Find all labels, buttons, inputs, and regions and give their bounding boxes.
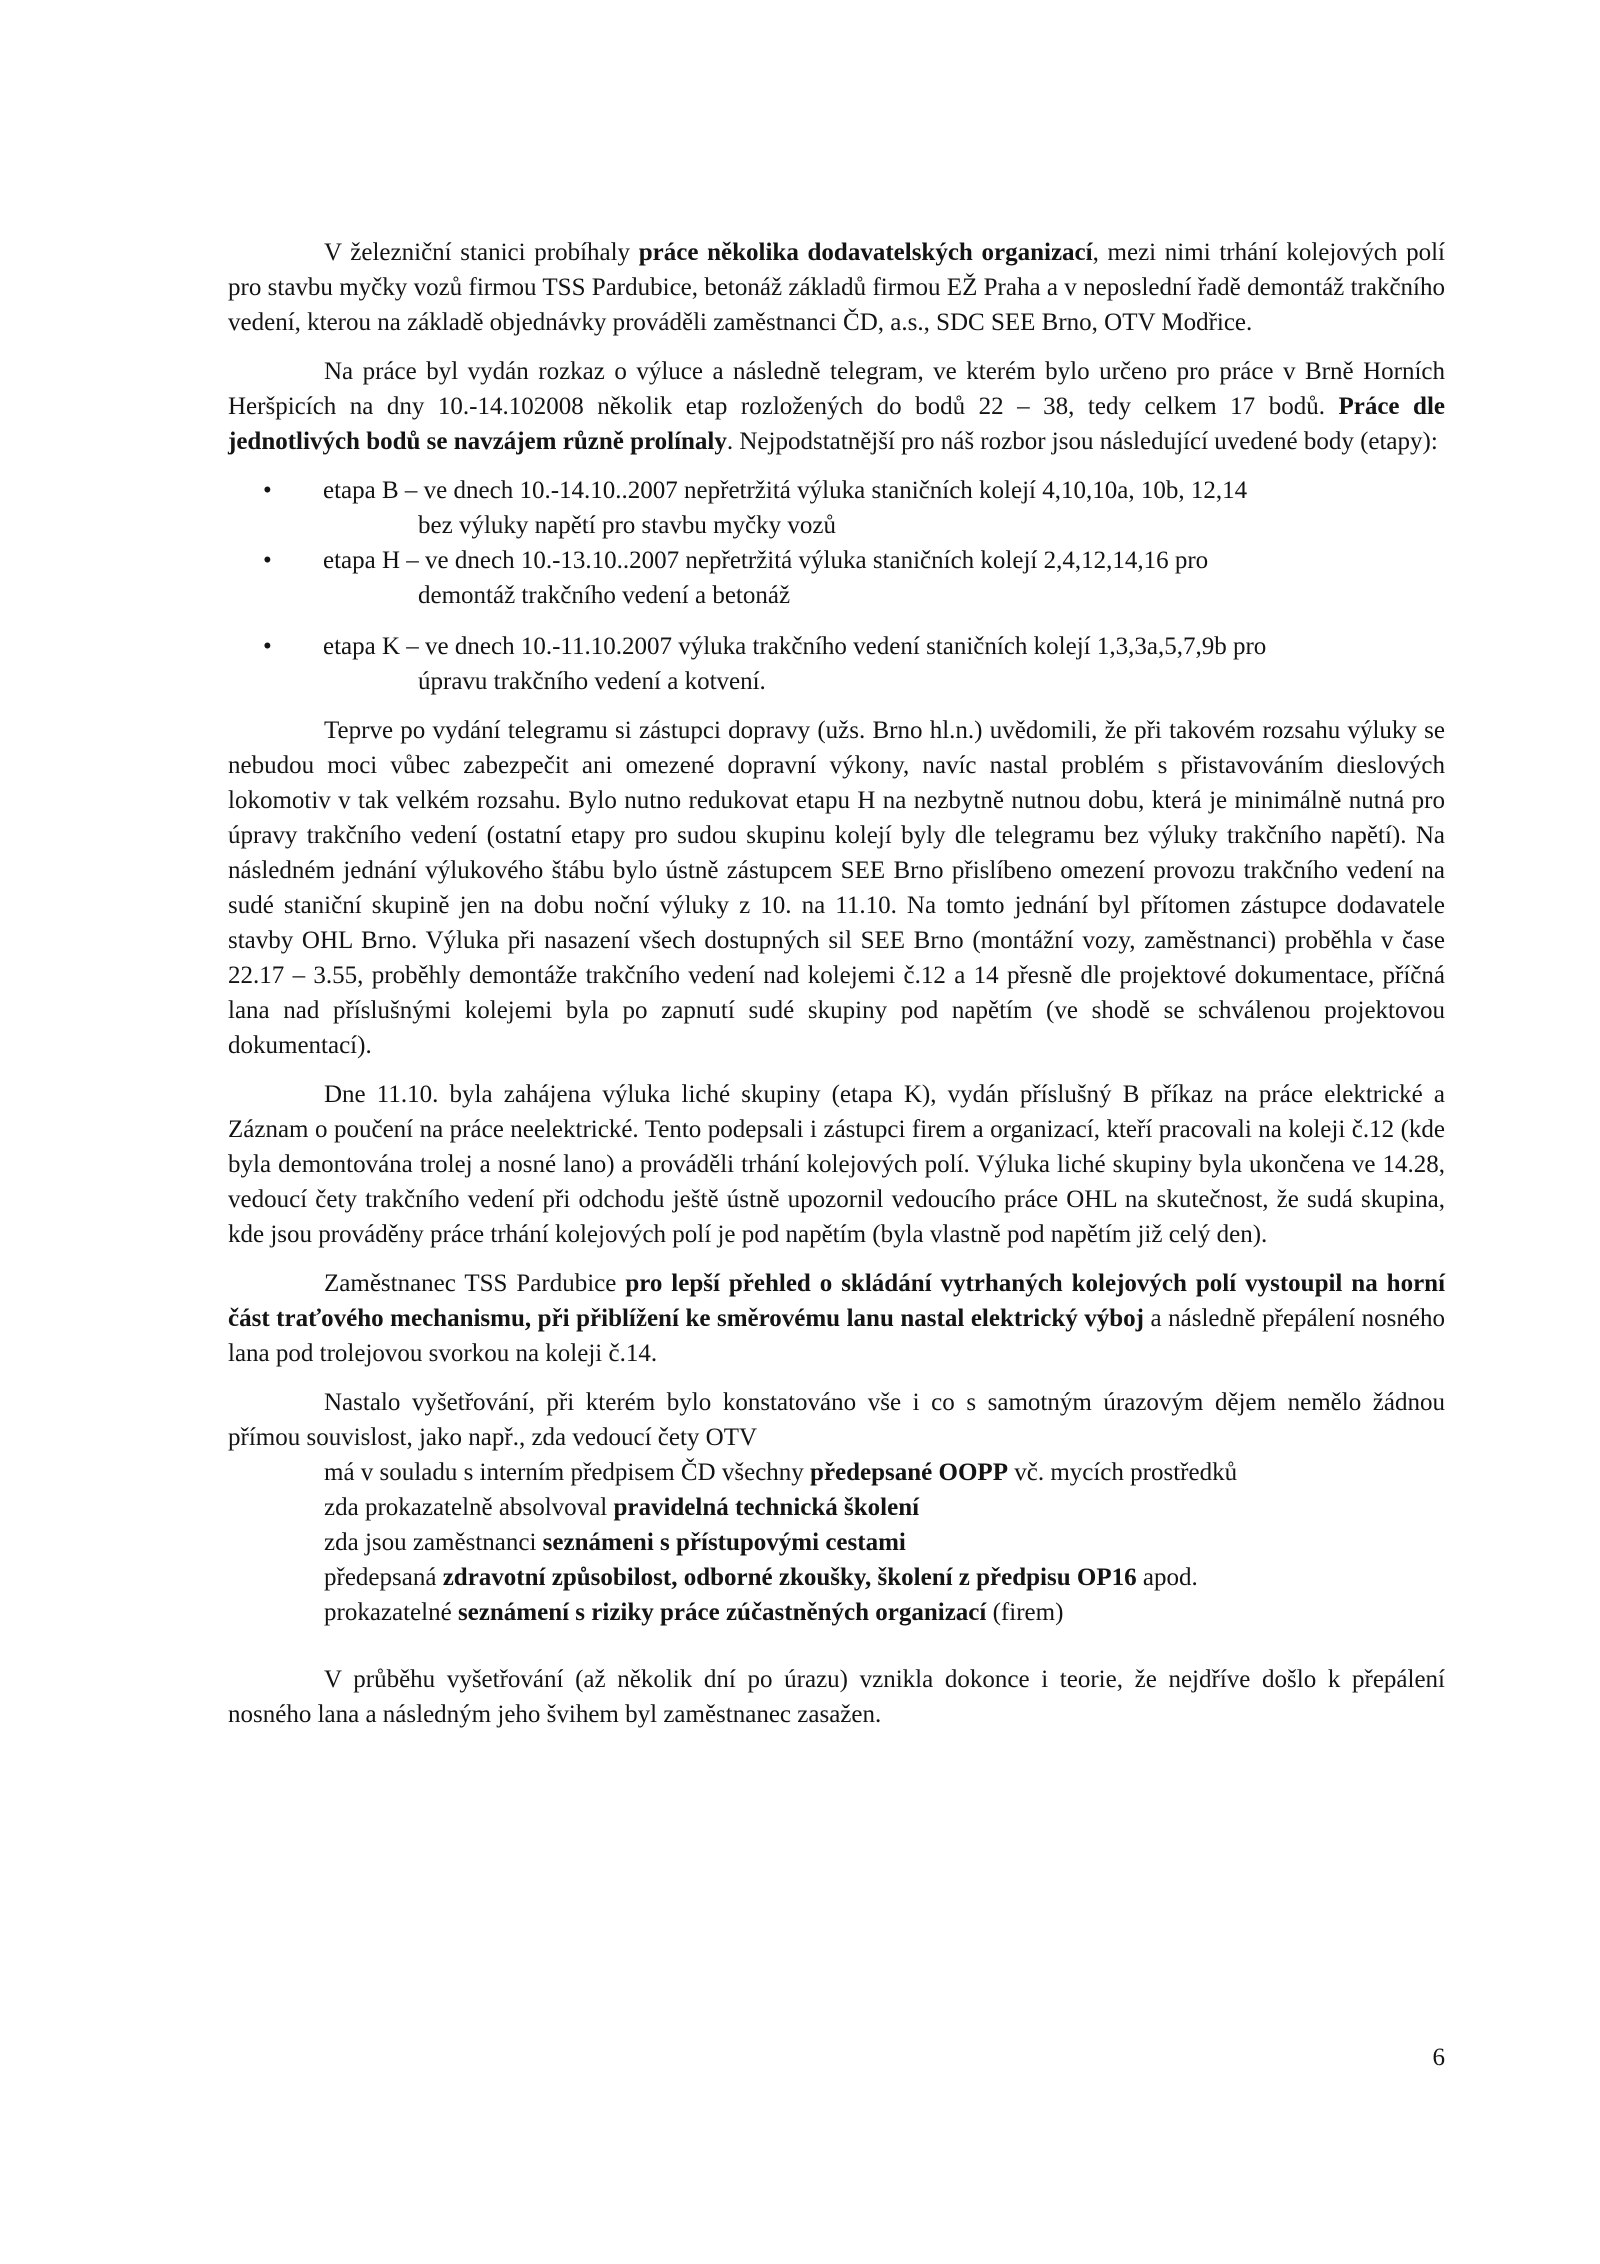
paragraph-4: Dne 11.10. byla zahájena výluka liché skupiny (etapa K), vydán příslušný B příkaz na práce elektrické a Záznam o poučení na práce neelektrické. Tento podepsali i zástupci firem a organizací, kteří pracovali na koleji č.12 (kde byla demontována trolej a nosné lano) a prováděli trhání kolejových polí. Výluka liché skupiny byla ukončena ve 14.28, vedoucí čety trakčního vedení při odchodu ještě ústně upozornil vedoucího práce OHL na skutečnost, že sudá skupina, kde jsou prováděny práce trhání kolejových polí je pod napětím (byla vlastně pod napětím již celý den). — [228, 1081, 1445, 1248]
text-run: zda prokazatelně absolvoval — [324, 1494, 614, 1521]
text-run: a následně přepálení nosného lana pod trolejovou svorkou na koleji č.14. — [228, 1305, 1445, 1367]
list-item-line: etapa H – ve dnech 10.-13.10..2007 nepřetržitá výluka staničních kolejí 2,4,12,14,16 pro — [323, 547, 1209, 574]
text-run: V železniční stanici probíhaly — [324, 239, 639, 266]
text-run: prokazatelné — [324, 1599, 458, 1626]
list-item — [324, 1560, 1445, 1595]
list-item — [324, 1490, 1445, 1525]
bold-text: seznámení s riziky práce zúčastněných organizací — [457, 1599, 987, 1626]
paragraph-3: Teprve po vydání telegramu si zástupci dopravy (užs. Brno hl.n.) uvědomili, že při takovém rozsahu výluky se nebudou moci vůbec zabezpečit ani omezené dopravní výkony, navíc nastal problém s přistavováním dieslových lokomotiv v tak velkém rozsahu. Bylo nutno redukovat etapu H na nezbytně nutnou dobu, která je minimálně nutná pro úpravy trakčního vedení (ostatní etapy pro sudou skupinu kolejí byly dle telegramu bez výluky trakčního napětí). Na následném jednání výlukového štábu bylo ústně zástupcem SEE Brno přislíbeno omezení provozu trakčního vedení na sudé staniční skupině jen na dobu noční výluky z 10. na 11.10. Na tomto jednání byl přítomen zástupce dodavatele stavby OHL Brno. Výluka při nasazení všech dostupných sil SEE Brno (montážní vozy, zaměstnanci) proběhla v čase 22.17 – 3.55, proběhly demontáže trakčního vedení nad kolejemi č.12 a 14 přesně dle projektové dokumentace, příčná lana nad příslušnými kolejemi byla po zapnutí sudé skupiny pod napětím (ve shodě se schválenou projektovou dokumentací). — [228, 717, 1445, 1059]
list-item-line: demontáž trakčního vedení a betonáž — [418, 582, 791, 609]
text-run: (firem) — [986, 1599, 1064, 1626]
investigation-items — [228, 1455, 1445, 1630]
paragraph-7: V průběhu vyšetřování (až několik dní po úrazu) vznikla dokonce i teorie, že nejdříve došlo k přepálení nosného lana a následným jeho švihem byl zaměstnanec zasažen. — [228, 1666, 1445, 1728]
stage-list — [228, 473, 1445, 699]
list-item-line: etapa K – ve dnech 10.-11.10.2007 výluka trakčního vedení staničních kolejí 1,3,3a,5,7,9b pro — [323, 633, 1267, 660]
bold-text: předepsané OOPP — [810, 1459, 1008, 1486]
bold-text: seznámeni s přístupovými cestami — [542, 1529, 906, 1556]
bold-text: zdravotní způsobilost, odborné zkoušky, školení z předpisu OP16 — [442, 1564, 1137, 1591]
bold-text: pravidelná technická školení — [613, 1494, 920, 1521]
text-run: Na práce byl vydán rozkaz o výluce a následně telegram, ve kterém bylo určeno pro práce v Brně Horních Heršpicích na dny 10.-14.102008 několik etap rozložených do bodů 22 – 38, tedy celkem 17 bodů. — [228, 358, 1445, 420]
text-run: zda jsou zaměstnanci — [324, 1529, 543, 1556]
page-number: 6 — [1432, 2044, 1445, 2071]
list-item — [228, 473, 1445, 543]
list-item — [228, 629, 1445, 699]
bullet-icon: • — [263, 477, 272, 504]
text-run: vč. mycích prostředků — [1007, 1459, 1238, 1486]
bold-text: práce několika dodavatelských organizací — [638, 239, 1093, 266]
text-run: Zaměstnanec TSS Pardubice — [324, 1270, 626, 1297]
text-run: . Nejpodstatnější pro náš rozbor jsou následující uvedené body (etapy): — [726, 428, 1438, 455]
bullet-icon: • — [263, 547, 272, 574]
bold-text: pro lepší přehled o skládání vytrhaných kolejových polí vystoupil na horní část traťového mechanismu, při přiblížení ke směrovému lanu nastal elektrický výboj — [228, 1270, 1446, 1332]
list-item-line: etapa B – ve dnech 10.-14.10..2007 nepřetržitá výluka staničních kolejí 4,10,10a, 10b, 12,14 — [323, 477, 1248, 504]
text-run: předepsaná — [324, 1564, 443, 1591]
paragraph-5 — [228, 1266, 1445, 1371]
bold-text: Práce dle jednotlivých bodů se navzájem různě prolínaly — [228, 393, 1445, 455]
list-item — [324, 1525, 1445, 1560]
list-item-line: bez výluky napětí pro stavbu myčky vozů — [418, 512, 836, 539]
paragraph-1 — [228, 235, 1445, 340]
paragraph-6-intro: Nastalo vyšetřování, při kterém bylo konstatováno vše i co s samotným úrazovým dějem nemělo žádnou přímou souvislost, jako např., zda vedoucí čety OTV — [228, 1389, 1445, 1451]
paragraph-2 — [228, 354, 1445, 459]
text-run: má v souladu s interním předpisem ČD všechny — [324, 1459, 811, 1486]
text-run: , mezi nimi trhání kolejových polí pro stavbu myčky vozů firmou TSS Pardubice, betonáž základů firmou EŽ Praha a v neposlední řadě demontáž trakčního vedení, kterou na základě objednávky prováděli zaměstnanci ČD, a.s., SDC SEE Brno, OTV Modřice. — [228, 239, 1445, 336]
bullet-icon: • — [263, 633, 272, 660]
list-item — [228, 543, 1445, 613]
list-item-line: úpravu trakčního vedení a kotvení. — [418, 668, 766, 695]
text-run: apod. — [1136, 1564, 1198, 1591]
list-item — [324, 1595, 1445, 1630]
list-item — [324, 1455, 1445, 1490]
